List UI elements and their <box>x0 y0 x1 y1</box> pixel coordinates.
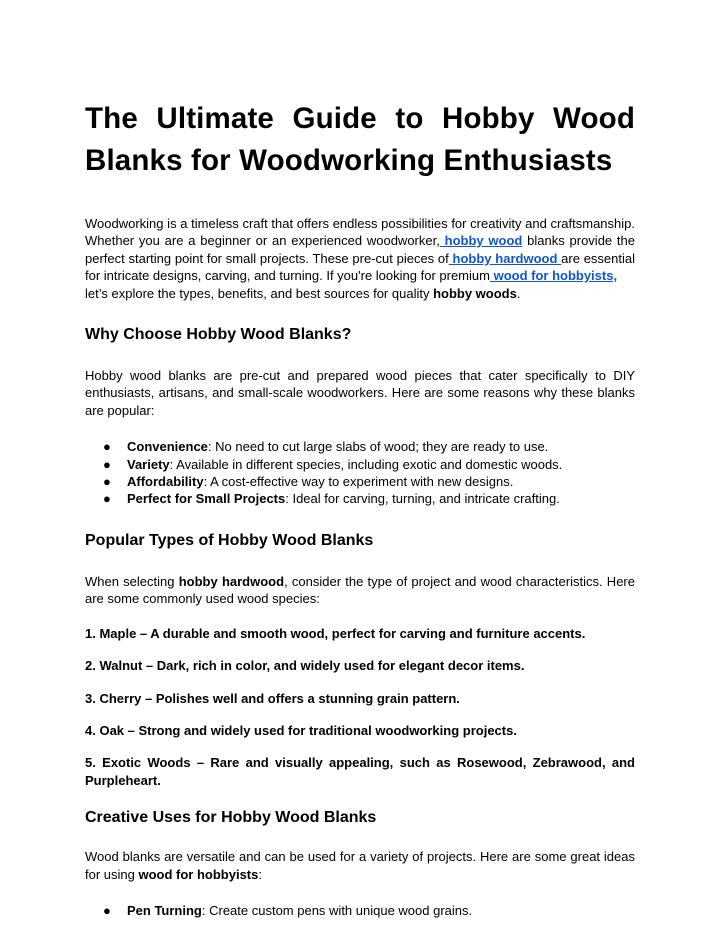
link-wood-for-hobbyists[interactable]: wood for hobbyists, <box>489 268 618 284</box>
popular-bold-hobby-hardwood: hobby hardwood <box>178 573 285 589</box>
intro-text-4: let’s explore the types, benefits, and best sources for quality <box>85 285 434 301</box>
bullet-icon: ● <box>103 474 111 490</box>
creative-paragraph <box>85 848 635 883</box>
heading-popular-types: Popular Types of Hobby Wood Blanks <box>85 531 374 549</box>
list-item-convenience <box>85 438 635 455</box>
list-item-small-projects <box>85 490 635 507</box>
intro-bold-hobby-woods: hobby woods <box>433 285 517 301</box>
list-item-term: Perfect for Small Projects <box>127 491 286 507</box>
list-item-text: : Ideal for carving, turning, and intricate crafting. <box>285 491 560 507</box>
popular-paragraph <box>85 573 635 608</box>
bullet-icon: ● <box>103 491 111 507</box>
creative-text-1: Wood blanks are versatile and can be used for a variety of projects. Here are some great ideas for using <box>85 849 635 882</box>
link-hobby-hardwood[interactable]: hobby hardwood <box>448 250 562 266</box>
list-item-affordability <box>85 473 635 490</box>
wood-type-oak: 4. Oak – Strong and widely used for traditional woodworking projects. <box>85 722 517 738</box>
creative-text-2: : <box>258 866 262 882</box>
list-item-text: : Available in different species, including exotic and domestic woods. <box>169 456 563 472</box>
document-body <box>85 98 635 919</box>
list-item-variety <box>85 456 635 473</box>
list-item-term: Pen Turning <box>127 902 202 918</box>
document-title: The Ultimate Guide to Hobby Wood Blanks for Woodworking Enthusiasts <box>85 102 635 177</box>
heading-why-choose: Why Choose Hobby Wood Blanks? <box>85 326 352 344</box>
intro-text-2: blanks provide the perfect starting point for small projects. These pre-cut pieces of <box>85 233 636 266</box>
popular-text-2: , consider the type of project and wood characteristics. Here are some commonly used wood species: <box>85 573 635 607</box>
list-item-pen-turning <box>85 902 635 919</box>
link-hobby-wood[interactable]: hobby wood <box>439 233 523 249</box>
heading-creative-uses: Creative Uses for Hobby Wood Blanks <box>85 809 377 827</box>
bullet-icon: ● <box>103 456 111 472</box>
intro-text-3: are essential for intricate designs, carving, and turning. If you're looking for premium <box>85 250 636 284</box>
wood-type-cherry: 3. Cherry – Polishes well and offers a stunning grain pattern. <box>85 690 460 706</box>
list-item-term: Variety <box>127 456 170 472</box>
wood-type-walnut: 2. Walnut – Dark, rich in color, and widely used for elegant decor items. <box>85 658 525 674</box>
intro-text-5: . <box>516 285 521 301</box>
why-paragraph: Hobby wood blanks are pre-cut and prepared wood pieces that cater specifically to DIY enthusiasts, artisans, and small-scale woodworkers. Here are some reasons why these blanks are popular: <box>85 368 635 418</box>
wood-type-maple: 1. Maple – A durable and smooth wood, perfect for carving and furniture accents. <box>85 625 586 641</box>
creative-bold-wood-for-hobbyists: wood for hobbyists <box>138 866 259 882</box>
list-item-text: : Create custom pens with unique wood grains. <box>201 902 473 918</box>
reasons-list <box>85 438 635 508</box>
wood-type-exotic: 5. Exotic Woods – Rare and visually appealing, such as Rosewood, Zebrawood, and Purpleheart. <box>85 755 635 788</box>
popular-text-1: When selecting <box>85 573 179 589</box>
list-item-text: : No need to cut large slabs of wood; they are ready to use. <box>207 439 549 455</box>
uses-list <box>85 902 635 919</box>
list-item-term: Convenience <box>127 439 208 455</box>
bullet-icon: ● <box>103 902 111 918</box>
list-item-text: : A cost-effective way to experiment with new designs. <box>203 474 514 490</box>
intro-text-1: Woodworking is a timeless craft that offers endless possibilities for creativity and craftsmanship. Whether you are a beginner or an experienced woodworker, <box>85 216 635 249</box>
bullet-icon: ● <box>103 439 111 455</box>
intro-paragraph <box>85 215 635 302</box>
list-item-term: Affordability <box>127 474 204 490</box>
